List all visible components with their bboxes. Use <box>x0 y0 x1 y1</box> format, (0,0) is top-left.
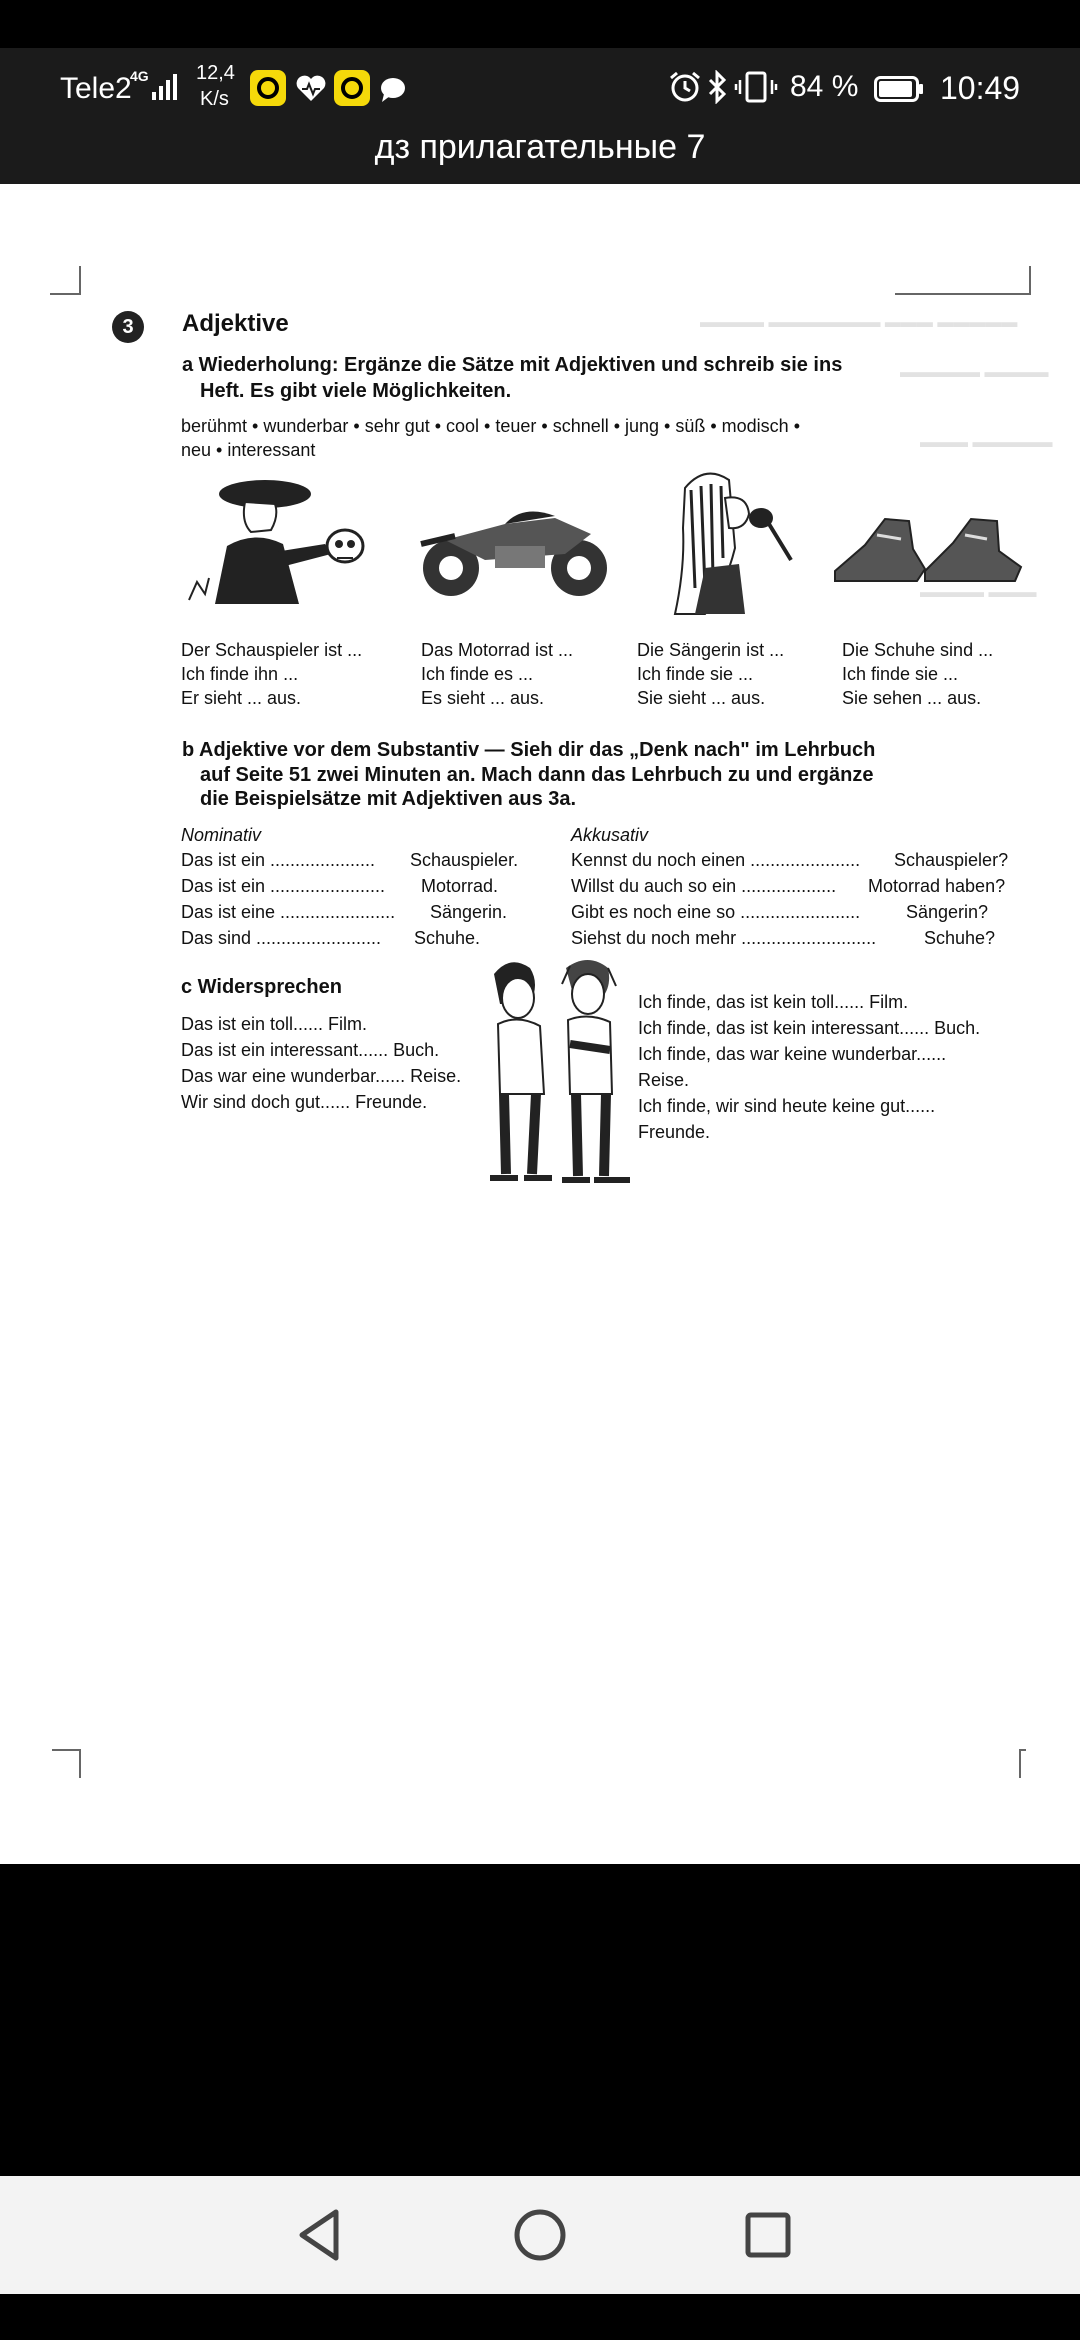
nominativ-row-4-prefix: Das sind ......................... <box>181 928 382 948</box>
caption-singer-line3: Sie sieht ... aus. <box>637 688 766 708</box>
akkusativ-row-4-prefix: Siehst du noch mehr ........................... <box>571 928 877 948</box>
back-button[interactable] <box>286 2202 356 2268</box>
network-speed-unit: K/s <box>200 88 229 110</box>
caption-motorcycle-line2: Ich finde es ... <box>421 664 534 684</box>
nominativ-row-4-noun: Schuhe. <box>414 928 481 948</box>
document-image-view[interactable] <box>0 184 1080 1864</box>
contradict-reply-2: Ich finde, das ist kein interessant...... Buch. <box>638 1018 981 1038</box>
nominativ-row-3-prefix: Das ist eine ....................... <box>181 902 396 922</box>
nominativ-row-2-prefix: Das ist ein ....................... <box>181 876 386 896</box>
motorcycle-illustration <box>415 494 615 604</box>
system-navigation-bar <box>0 2176 1080 2294</box>
viewer-title-bar <box>0 128 1080 184</box>
document-title: дз прилагательные 7 <box>374 128 706 166</box>
part-a-instruction-line2: Heft. Es gibt viele Möglichkeiten. <box>200 380 512 402</box>
recent-apps-button[interactable] <box>733 2202 803 2268</box>
contradict-statement-4: Wir sind doch gut...... Freunde. <box>181 1092 428 1112</box>
part-b-instruction-line2: auf Seite 51 zwei Minuten an. Mach dann das Lehrbuch zu und ergänze <box>200 764 874 786</box>
caption-actor-line1: Der Schauspieler ist ... <box>181 640 363 660</box>
vibrate-icon <box>734 70 778 104</box>
word-bank-line2: neu • interessant <box>181 440 316 460</box>
caption-shoes-line1: Die Schuhe sind ... <box>842 640 994 660</box>
caption-actor-line2: Ich finde ihn ... <box>181 664 299 684</box>
contradict-statement-1: Das ist ein toll...... Film. <box>181 1014 368 1034</box>
back-triangle-icon <box>286 2202 356 2268</box>
nominativ-row-2-noun: Motorrad. <box>421 876 499 896</box>
akkusativ-label: Akkusativ <box>571 825 649 845</box>
akkusativ-row-4-noun: Schuhe? <box>924 928 996 948</box>
home-button[interactable] <box>505 2202 575 2268</box>
contradict-reply-4-cont: Freunde. <box>638 1122 711 1142</box>
bleed-through-text: ▬▬▬▬ ▬▬▬▬▬▬▬ ▬▬▬ ▬▬▬▬▬ <box>700 314 1018 331</box>
arguing-teens-illustration <box>470 954 650 1194</box>
contradict-statement-3: Das war eine wunderbar...... Reise. <box>181 1066 462 1086</box>
bleed-through-text: ▬▬▬▬ ▬▬▬ <box>920 584 1037 601</box>
akkusativ-row-3-prefix: Gibt es noch eine so ........................ <box>571 902 861 922</box>
exercise-heading: Adjektive <box>182 310 289 337</box>
contradict-reply-4: Ich finde, wir sind heute keine gut...... <box>638 1096 936 1116</box>
recent-apps-square-icon <box>733 2202 803 2268</box>
battery-percent: 84 % <box>790 70 859 103</box>
signal-icon <box>150 72 182 102</box>
battery-icon <box>874 76 924 102</box>
bluetooth-icon <box>706 70 730 104</box>
singer-illustration <box>665 468 805 618</box>
part-b-instruction-line3: die Beispielsätze mit Adjektiven aus 3a. <box>200 788 577 810</box>
caption-singer-line1: Die Sängerin ist ... <box>637 640 785 660</box>
actor-with-skull-illustration <box>175 474 375 614</box>
nominativ-row-1-noun: Schauspieler. <box>410 850 519 870</box>
contradict-reply-3-cont: Reise. <box>638 1070 690 1090</box>
exercise-number-badge: 3 <box>112 311 144 343</box>
part-b-instruction-line1: b Adjektive vor dem Substantiv — Sieh dir das „Denk nach" im Lehrbuch <box>182 739 876 761</box>
status-bar <box>0 48 1080 134</box>
network-speed-value: 12,4 <box>196 62 235 84</box>
notification-app-icon-2 <box>334 70 370 106</box>
akkusativ-row-3-noun: Sängerin? <box>906 902 989 922</box>
notification-app-icon <box>250 70 286 106</box>
nominativ-row-1-prefix: Das ist ein ..................... <box>181 850 376 870</box>
akkusativ-row-2-noun: Motorrad haben? <box>868 876 1006 896</box>
contradict-statement-2: Das ist ein interessant...... Buch. <box>181 1040 440 1060</box>
caption-actor-line3: Er sieht ... aus. <box>181 688 302 708</box>
message-bubble-icon <box>378 76 408 104</box>
caption-singer-line2: Ich finde sie ... <box>637 664 754 684</box>
caption-shoes-line3: Sie sehen ... aus. <box>842 688 982 708</box>
akkusativ-row-1-noun: Schauspieler? <box>894 850 1009 870</box>
caption-motorcycle-line3: Es sieht ... aus. <box>421 688 545 708</box>
akkusativ-row-1-prefix: Kennst du noch einen ...................... <box>571 850 861 870</box>
bleed-through-text: ▬▬▬▬▬ ▬▬▬▬ <box>900 364 1049 381</box>
word-bank-line1: berühmt • wunderbar • sehr gut • cool • teuer • schnell • jung • süß • modisch • <box>181 416 800 436</box>
bleed-through-text: ▬▬▬ ▬▬▬▬▬ <box>920 434 1053 451</box>
carrier-name: Tele2 <box>60 72 132 105</box>
contradict-reply-1: Ich finde, das ist kein toll...... Film. <box>638 992 909 1012</box>
caption-motorcycle-line1: Das Motorrad ist ... <box>421 640 574 660</box>
part-c-heading: c Widersprechen <box>181 976 342 998</box>
nominativ-row-3-noun: Sängerin. <box>430 902 508 922</box>
contradict-reply-3: Ich finde, das war keine wunderbar...... <box>638 1044 947 1064</box>
akkusativ-row-2-prefix: Willst du auch so ein ................... <box>571 876 837 896</box>
home-circle-icon <box>505 2202 575 2268</box>
part-a-instruction-line1: a Wiederholung: Ergänze die Sätze mit Adjektiven und schreib sie ins <box>182 354 843 376</box>
shoes-illustration <box>825 509 1025 589</box>
alarm-icon <box>668 70 702 104</box>
network-type: 4G <box>130 68 149 84</box>
clock-time: 10:49 <box>940 70 1021 106</box>
caption-shoes-line2: Ich finde sie ... <box>842 664 959 684</box>
health-heart-icon <box>294 72 328 104</box>
nominativ-label: Nominativ <box>181 825 262 845</box>
